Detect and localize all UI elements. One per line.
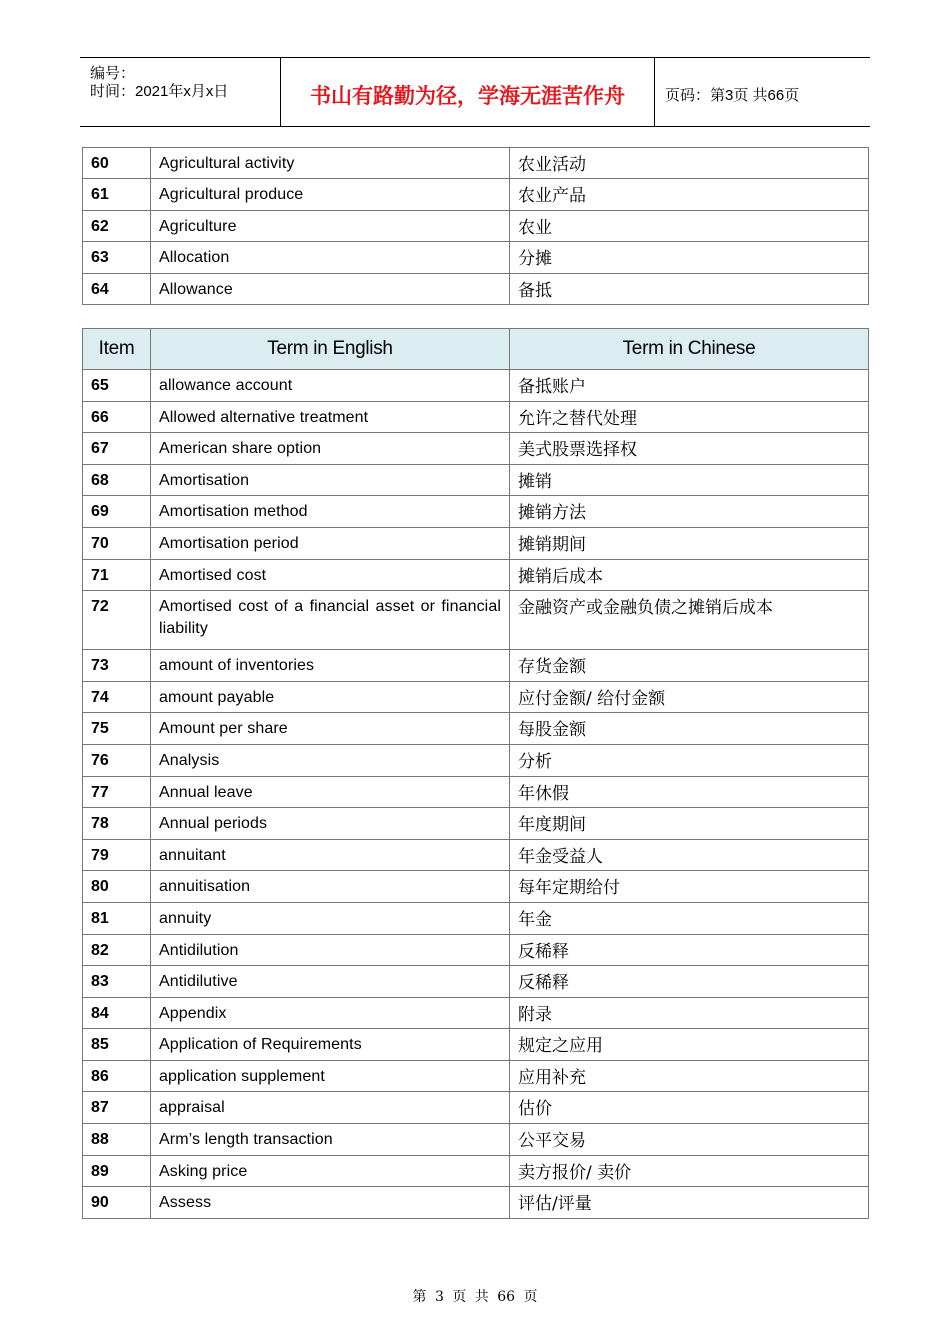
term-english: Annual periods (151, 808, 510, 840)
item-number: 79 (83, 839, 151, 871)
term-chinese: 分摊 (510, 242, 869, 273)
term-english: annuitant (151, 839, 510, 871)
table-row (83, 1155, 869, 1187)
term-english: Allocation (151, 242, 510, 273)
table-row (83, 559, 869, 591)
item-number: 60 (83, 148, 151, 179)
item-number: 76 (83, 744, 151, 776)
table-row (83, 650, 869, 682)
term-chinese: 金融资产或金融负债之摊销后成本 (510, 591, 869, 650)
term-chinese: 年金受益人 (510, 839, 869, 871)
item-number: 70 (83, 527, 151, 559)
table-row (83, 370, 869, 402)
term-english: Antidilutive (151, 966, 510, 998)
term-english: Amortised cost (151, 559, 510, 591)
term-english: Agriculture (151, 210, 510, 241)
term-chinese: 评估/评量 (510, 1187, 869, 1219)
term-english: application supplement (151, 1060, 510, 1092)
page-header (80, 57, 870, 127)
table-row (83, 1124, 869, 1156)
document-time-label: 时间：2021年x月x日 (90, 83, 229, 100)
table-row (83, 591, 869, 650)
term-english: Allowance (151, 273, 510, 304)
item-number: 69 (83, 496, 151, 528)
term-chinese: 反稀释 (510, 966, 869, 998)
glossary-table-continued (82, 147, 869, 305)
table-row (83, 1060, 869, 1092)
term-english: Agricultural activity (151, 148, 510, 179)
item-number: 89 (83, 1155, 151, 1187)
table-row (83, 1187, 869, 1219)
term-chinese: 美式股票选择权 (510, 433, 869, 465)
term-english: annuity (151, 902, 510, 934)
term-english: Analysis (151, 744, 510, 776)
item-number: 75 (83, 713, 151, 745)
column-header-item: Item (83, 329, 151, 370)
term-chinese: 每股金额 (510, 713, 869, 745)
item-number: 86 (83, 1060, 151, 1092)
term-chinese: 年休假 (510, 776, 869, 808)
term-chinese: 规定之应用 (510, 1029, 869, 1061)
item-number: 66 (83, 401, 151, 433)
term-chinese: 附录 (510, 997, 869, 1029)
header-motto-cell (281, 58, 655, 126)
term-english: amount payable (151, 681, 510, 713)
item-number: 68 (83, 464, 151, 496)
term-chinese: 存货金额 (510, 650, 869, 682)
column-header-chinese: Term in Chinese (510, 329, 869, 370)
header-page-cell (655, 58, 870, 126)
term-chinese: 卖方报价/ 卖价 (510, 1155, 869, 1187)
term-english: appraisal (151, 1092, 510, 1124)
item-number: 77 (83, 776, 151, 808)
term-english: Agricultural produce (151, 179, 510, 210)
term-chinese: 年金 (510, 902, 869, 934)
item-number: 87 (83, 1092, 151, 1124)
page-footer: 第 3 页 共 66 页 (412, 1289, 538, 1305)
table-row (83, 273, 869, 304)
term-english: Amortisation (151, 464, 510, 496)
header-page-number: 页码：第3页 共66页 (665, 87, 800, 104)
term-english: amount of inventories (151, 650, 510, 682)
term-english: Amortised cost of a financial asset or financial liability (151, 591, 510, 650)
item-number: 85 (83, 1029, 151, 1061)
table-row (83, 242, 869, 273)
table-row (83, 681, 869, 713)
term-english: Asking price (151, 1155, 510, 1187)
table-row (83, 776, 869, 808)
table-row (83, 966, 869, 998)
item-number: 71 (83, 559, 151, 591)
item-number: 83 (83, 966, 151, 998)
term-english: Amount per share (151, 713, 510, 745)
term-english: allowance account (151, 370, 510, 402)
term-chinese: 允许之替代处理 (510, 401, 869, 433)
glossary-table (82, 328, 869, 1219)
header-motto: 书山有路勤为径，学海无涯苦作舟 (310, 83, 625, 108)
table-row (83, 527, 869, 559)
item-number: 73 (83, 650, 151, 682)
term-chinese: 备抵 (510, 273, 869, 304)
table-row (83, 1029, 869, 1061)
item-number: 88 (83, 1124, 151, 1156)
term-chinese: 摊销方法 (510, 496, 869, 528)
item-number: 65 (83, 370, 151, 402)
item-number: 81 (83, 902, 151, 934)
item-number: 90 (83, 1187, 151, 1219)
term-chinese: 每年定期给付 (510, 871, 869, 903)
term-chinese: 农业产品 (510, 179, 869, 210)
item-number: 72 (83, 591, 151, 650)
term-chinese: 年度期间 (510, 808, 869, 840)
term-chinese: 应付金额/ 给付金额 (510, 681, 869, 713)
term-chinese: 公平交易 (510, 1124, 869, 1156)
table-row (83, 464, 869, 496)
item-number: 62 (83, 210, 151, 241)
item-number: 67 (83, 433, 151, 465)
term-chinese: 备抵账户 (510, 370, 869, 402)
term-english: Amortisation method (151, 496, 510, 528)
term-chinese: 应用补充 (510, 1060, 869, 1092)
table-row (83, 871, 869, 903)
table-row (83, 401, 869, 433)
item-number: 61 (83, 179, 151, 210)
term-english: Appendix (151, 997, 510, 1029)
term-english: American share option (151, 433, 510, 465)
table-row (83, 148, 869, 179)
item-number: 78 (83, 808, 151, 840)
table-row (83, 934, 869, 966)
term-chinese: 分析 (510, 744, 869, 776)
item-number: 82 (83, 934, 151, 966)
table-row (83, 713, 869, 745)
term-chinese: 估价 (510, 1092, 869, 1124)
term-english: Antidilution (151, 934, 510, 966)
term-english: Arm’s length transaction (151, 1124, 510, 1156)
table-header-row (83, 329, 869, 370)
term-chinese: 农业活动 (510, 148, 869, 179)
term-chinese: 摊销后成本 (510, 559, 869, 591)
header-meta (80, 58, 281, 126)
table-row (83, 808, 869, 840)
term-english: Application of Requirements (151, 1029, 510, 1061)
column-header-english: Term in English (151, 329, 510, 370)
item-number: 80 (83, 871, 151, 903)
table-row (83, 902, 869, 934)
term-english: Annual leave (151, 776, 510, 808)
item-number: 63 (83, 242, 151, 273)
term-chinese: 农业 (510, 210, 869, 241)
term-english: Allowed alternative treatment (151, 401, 510, 433)
table-row (83, 210, 869, 241)
term-chinese: 反稀释 (510, 934, 869, 966)
table-row (83, 744, 869, 776)
table-row (83, 433, 869, 465)
item-number: 64 (83, 273, 151, 304)
term-english: Amortisation period (151, 527, 510, 559)
table-row (83, 839, 869, 871)
table-row (83, 997, 869, 1029)
document-number-label: 编号： (90, 65, 136, 82)
item-number: 74 (83, 681, 151, 713)
term-chinese: 摊销期间 (510, 527, 869, 559)
item-number: 84 (83, 997, 151, 1029)
term-english: annuitisation (151, 871, 510, 903)
term-chinese: 摊销 (510, 464, 869, 496)
term-english: Assess (151, 1187, 510, 1219)
table-row (83, 179, 869, 210)
table-row (83, 496, 869, 528)
table-row (83, 1092, 869, 1124)
